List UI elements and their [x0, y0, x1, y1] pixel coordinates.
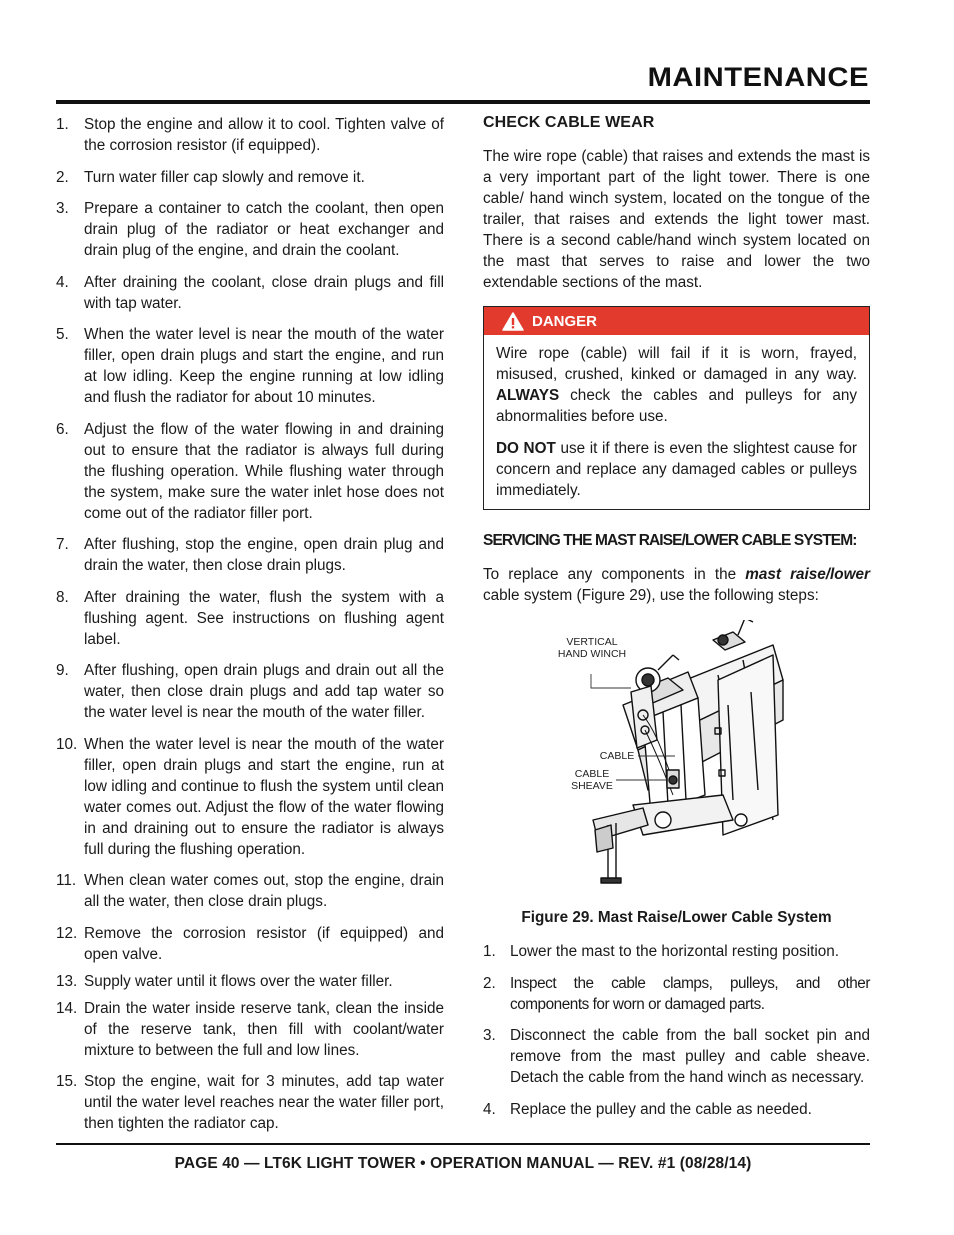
figure-caption: Figure 29. Mast Raise/Lower Cable System — [521, 909, 832, 926]
right-column — [483, 114, 870, 1130]
list-item: 8. After draining the water, flush the system with a flushing agent. See instructions on flushing agent label. — [56, 588, 444, 648]
danger-notice — [483, 306, 870, 510]
header-rule — [56, 100, 870, 104]
mast-illustration — [483, 620, 870, 895]
list-item: 3. Disconnect the cable from the ball socket pin and remove from the mast pulley and cable sheave. Detach the cable from the hand winch as necessary. — [483, 1027, 870, 1086]
list-item: 7. After flushing, stop the engine, open drain plug and drain the water, then close drain plugs. — [56, 536, 444, 574]
list-item: 2. Inspect the cable clamps, pulleys, and other components for worn or damaged parts. — [483, 974, 870, 1013]
list-item: 5. When the water level is near the mouth of the water filler, open drain plugs and start the engine, and run at low idling. Keep the engine running at low idling and flush the radiator for about 10 minutes. — [56, 326, 444, 406]
flush-steps-list — [56, 114, 444, 1134]
list-item: 2. Turn water filler cap slowly and remove it. — [56, 168, 365, 186]
list-item: 3. Prepare a container to catch the coolant, then open drain plug of the radiator or heat exchanger and drain plug of the engine, and drain the coolant. — [56, 200, 444, 259]
list-item: 4. Replace the pulley and the cable as needed. — [483, 1100, 812, 1118]
check-cable-heading: CHECK CABLE WEAR — [483, 114, 655, 131]
page-title: MAINTENANCE — [647, 62, 869, 92]
list-item: 1. Stop the engine and allow it to cool. Tighten valve of the corrosion resistor (if equipped). — [56, 116, 444, 154]
list-item: 11. When clean water comes out, stop the engine, drain all the water, then close drain plugs. — [56, 872, 444, 910]
left-column — [56, 114, 444, 1145]
label-vertical-hand-winch: VERTICAL HAND WINCH — [557, 636, 627, 660]
danger-paragraph-1: Wire rope (cable) will fail if it is worn, frayed, misused, crushed, kinked or damaged in any way. ALWAYS check the cables and pulleys for any abnormalities before use. — [496, 345, 857, 425]
danger-header — [484, 307, 869, 335]
list-item: 6. Adjust the flow of the water flowing in and draining out to ensure that the radiator is always full during the flushing operation. While flushing water through the system, make sure the water inlet hose does not come out of the radiator filler port. — [56, 420, 444, 522]
label-cable: CABLE — [599, 750, 635, 762]
list-item: 12. Remove the corrosion resistor (if equipped) and open valve. — [56, 924, 444, 963]
list-item: 15. Stop the engine, wait for 3 minutes, add tap water until the water level reaches near the water filler port, then tighten the radiator cap. — [56, 1073, 444, 1132]
list-item: 9. After flushing, open drain plugs and drain out all the water, then close drain plugs and add tap water so the water level is near the mouth of the water filler. — [56, 662, 444, 721]
mast-cable-figure — [483, 620, 870, 895]
page-footer: PAGE 40 — LT6K LIGHT TOWER • OPERATION MANUAL — REV. #1 (08/28/14) — [174, 1155, 752, 1172]
servicing-heading: SERVICING THE MAST RAISE/LOWER CABLE SYSTEM: — [483, 532, 857, 549]
list-item: 1. Lower the mast to the horizontal resting position. — [483, 943, 840, 960]
danger-paragraph-2: DO NOT use it if there is even the slightest cause for concern and replace any damaged cables or pulleys immediately. — [496, 440, 857, 499]
servicing-paragraph: To replace any components in the mast raise/lower cable system (Figure 29), use the following steps: — [483, 566, 870, 604]
servicing-steps-list — [483, 941, 870, 1120]
danger-body — [484, 335, 869, 509]
warning-triangle-icon — [502, 312, 524, 331]
label-cable-sheave: CABLE SHEAVE — [571, 768, 613, 792]
danger-label: DANGER — [532, 312, 598, 330]
list-item: 10. When the water level is near the mouth of the water filler, open drain plugs and start the engine, run at low idling and continue to flush the system until clean water comes out. Adjust the flow of the water flowing in and draining out to ensure the radiator is always full during the flushing operation. — [56, 735, 444, 858]
check-cable-paragraph: The wire rope (cable) that raises and extends the mast is a very important part of the light tower. There is one cable/ hand winch system, located on the tongue of the trailer, that raises and extends the light tower mast. There is a second cable/hand winch system located on the mast that serves to raise and lower the two extendable sections of the mast. — [483, 148, 870, 291]
list-item: 4. After draining the coolant, close drain plugs and fill with tap water. — [56, 273, 444, 312]
list-item: 14. Drain the water inside reserve tank, clean the inside of the reserve tank, then fill with coolant/water mixture to between the full and low lines. — [56, 999, 444, 1059]
list-item: 13. Supply water until it flows over the water filler. — [56, 972, 393, 990]
footer-rule — [56, 1143, 870, 1145]
